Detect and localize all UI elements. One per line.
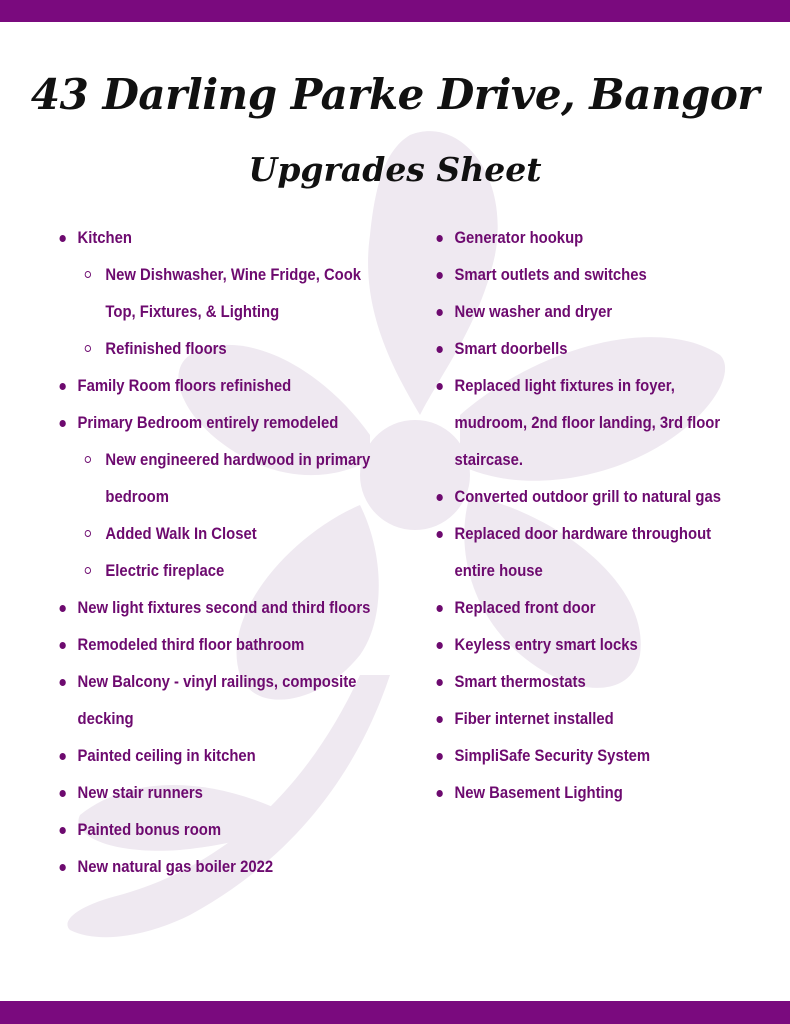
bottom-accent-bar [0, 1001, 790, 1024]
list-item: Smart thermostats [432, 664, 729, 701]
list-item: bedroom [105, 488, 169, 506]
list-item: Replaced door hardware throughout [432, 516, 729, 553]
list-item: Smart doorbells [432, 331, 729, 368]
list-item: New light fixtures second and third floors [55, 590, 375, 627]
list-item: New stair runners [55, 775, 375, 812]
top-accent-bar [0, 0, 790, 22]
list-item: New Dishwasher, Wine Fridge, Cook [55, 257, 375, 294]
list-item: Painted ceiling in kitchen [55, 738, 375, 775]
list-item: staircase. [454, 451, 524, 469]
list-item: Replaced light fixtures in foyer, [432, 368, 729, 405]
list-item: Top, Fixtures, & Lighting [105, 303, 280, 321]
list-item: Converted outdoor grill to natural gas [432, 479, 729, 516]
list-item: entire house [454, 562, 543, 580]
list-item: Primary Bedroom entirely remodeled [55, 405, 375, 442]
list-item: Remodeled third floor bathroom [55, 627, 375, 664]
list-item: Added Walk In Closet [55, 516, 375, 553]
list-item: Family Room floors refinished [55, 368, 375, 405]
right-upgrades-list [432, 220, 762, 812]
list-item: decking [77, 710, 134, 728]
list-item: New engineered hardwood in primary [55, 442, 375, 479]
list-item: Generator hookup [432, 220, 729, 257]
list-item: mudroom, 2nd floor landing, 3rd floor [454, 414, 721, 432]
left-upgrades-list [55, 220, 410, 886]
list-item: SimpliSafe Security System [432, 738, 729, 775]
list-item: Electric fireplace [55, 553, 375, 590]
list-item: Replaced front door [432, 590, 729, 627]
list-item: Painted bonus room [55, 812, 375, 849]
list-item: New natural gas boiler 2022 [55, 849, 375, 886]
list-item: Keyless entry smart locks [432, 627, 729, 664]
list-item: New Balcony - vinyl railings, composite [55, 664, 375, 701]
page-title: 43 Darling Parke Drive, Bangor [30, 70, 760, 119]
list-item: Refinished floors [55, 331, 375, 368]
list-item: New Basement Lighting [432, 775, 729, 812]
page-subtitle: Upgrades Sheet [248, 150, 542, 189]
list-item: New washer and dryer [432, 294, 729, 331]
list-item: Kitchen [55, 220, 375, 257]
list-item: Fiber internet installed [432, 701, 729, 738]
list-item: Smart outlets and switches [432, 257, 729, 294]
